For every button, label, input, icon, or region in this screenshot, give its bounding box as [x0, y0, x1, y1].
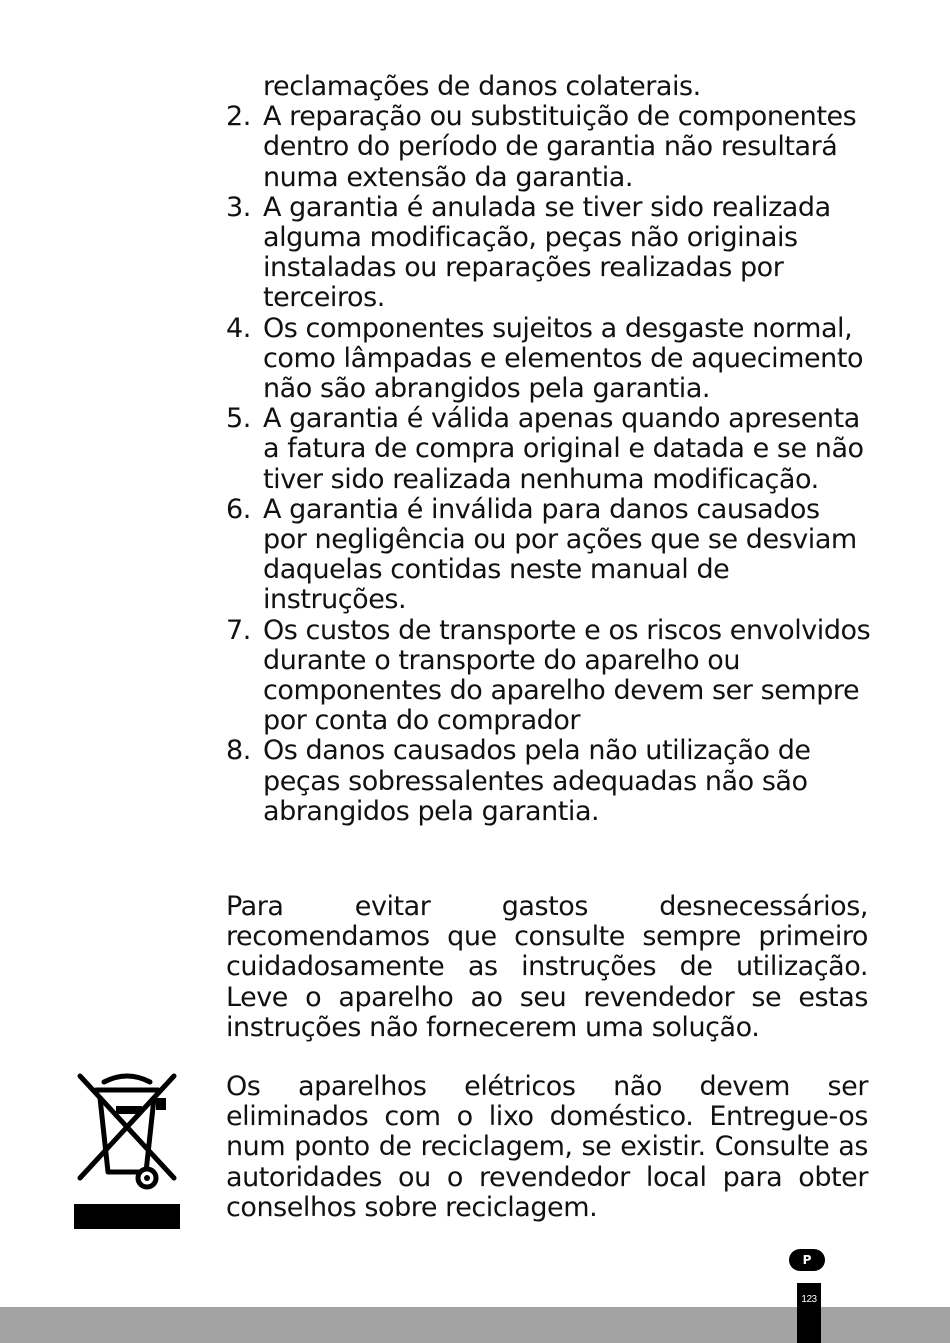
- list-item-text: A garantia é inválida para danos causados por negligência ou por ações que se desviam daquelas contidas neste manual de instruções.: [263, 493, 857, 616]
- advice-paragraph: Para evitar gastos desnecessários, recomendamos que consulte sempre primeiro cuidadosamente as instruções de utilização. Leve o aparelho ao seu revendedor se estas instruções não fornecerem uma solução.: [226, 891, 868, 1043]
- crossed-out-wheelie-bin-icon: [74, 1068, 180, 1232]
- list-item: [226, 616, 871, 737]
- list-item-text: A reparação ou substituição de componentes dentro do período de garantia não resultará numa extensão da garantia.: [263, 101, 857, 193]
- disposal-paragraph: Os aparelhos elétricos não devem ser eliminados com o lixo doméstico. Entregue-os num ponto de reciclagem, se existir. Consulte as autoridades ou o revendedor local para obter conselhos sobre reciclagem.: [226, 1071, 868, 1223]
- list-item: [226, 102, 871, 193]
- list-item-number: 4.: [226, 312, 251, 344]
- list-item-number: 2.: [226, 101, 251, 133]
- list-item-text: A garantia é anulada se tiver sido realizada alguma modificação, peças não originais instaladas ou reparações realizadas por terceiros.: [263, 191, 831, 314]
- list-item: [226, 314, 871, 405]
- page-number: 123: [797, 1283, 821, 1343]
- weee-icon: [74, 1068, 180, 1232]
- list-item-number: 7.: [226, 614, 251, 646]
- list-item: [226, 495, 871, 616]
- list-item-number: 3.: [226, 191, 251, 223]
- list-item-text: A garantia é válida apenas quando apresenta a fatura de compra original e datada e se não tiver sido realizada nenhuma modificação.: [263, 403, 864, 495]
- list-item-number: 6.: [226, 493, 251, 525]
- language-badge: P: [789, 1249, 825, 1271]
- list-item-continuation: [226, 72, 871, 102]
- list-item: [226, 193, 871, 314]
- list-item-text: Os custos de transporte e os riscos envolvidos durante o transporte do aparelho ou componentes do aparelho devem ser sempre por conta do comprador: [263, 614, 871, 737]
- list-item-text: reclamações de danos colaterais.: [263, 71, 701, 102]
- list-item: [226, 404, 871, 495]
- list-item-number: 8.: [226, 735, 251, 767]
- list-item-text: Os danos causados pela não utilização de peças sobressalentes adequadas não são abrangidos pela garantia.: [263, 735, 811, 827]
- list-item-number: 5.: [226, 403, 251, 435]
- list-item-text: Os componentes sujeitos a desgaste normal, como lâmpadas e elementos de aquecimento não são abrangidos pela garantia.: [263, 312, 864, 405]
- list-item: [226, 736, 871, 827]
- warranty-terms-list: [226, 72, 871, 827]
